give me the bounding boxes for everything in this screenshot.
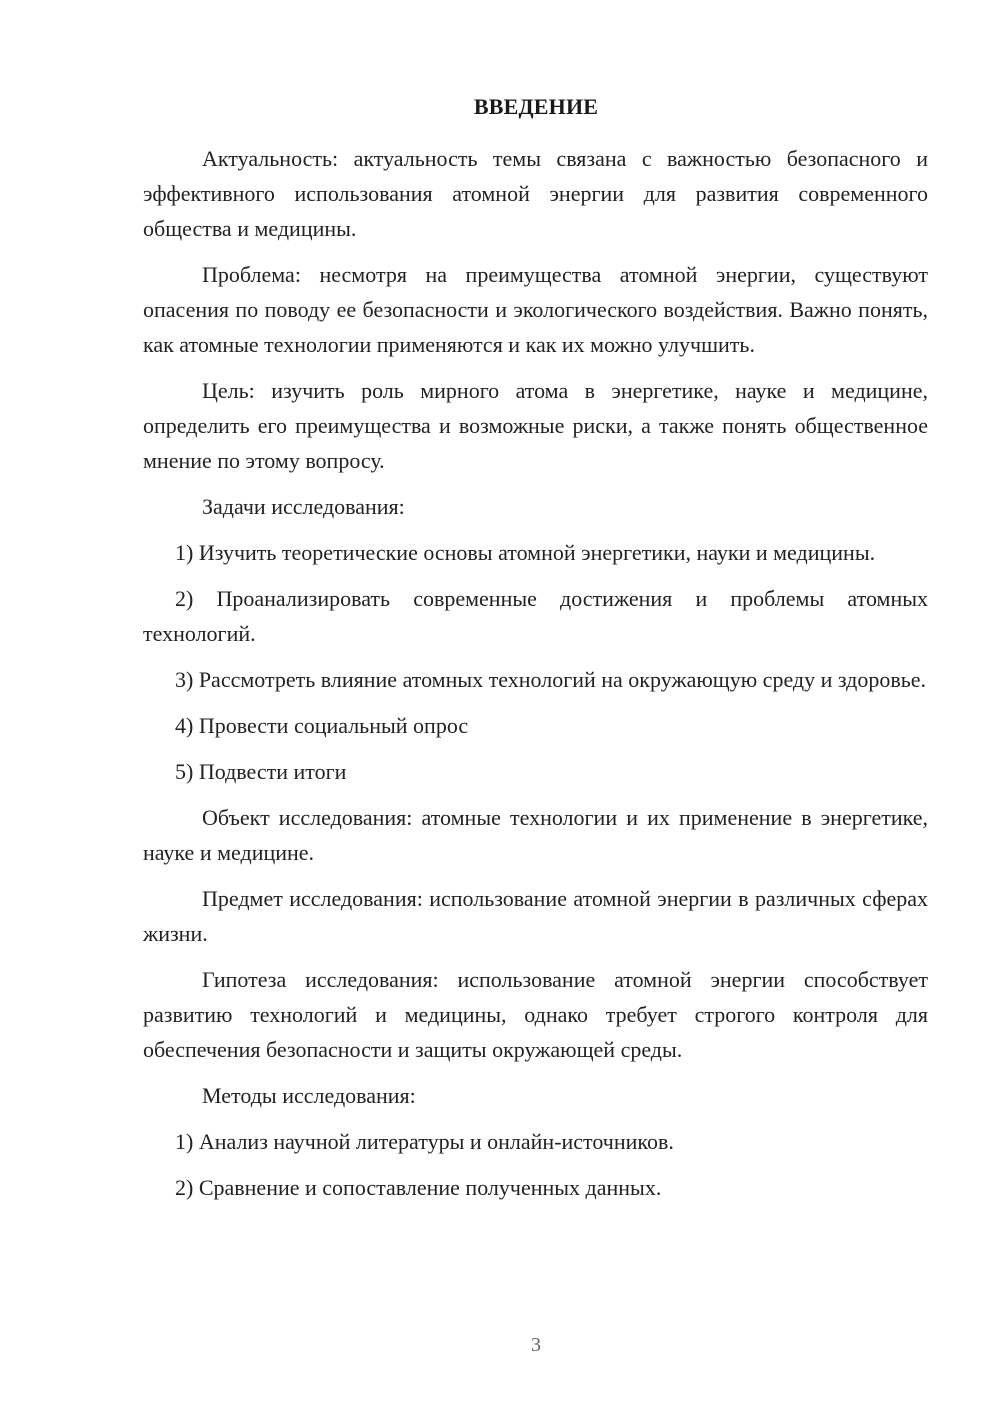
- method-item-2: 2) Сравнение и сопоставление полученных данных.: [175, 1175, 662, 1200]
- task-item-5: 5) Подвести итоги: [175, 759, 347, 784]
- paragraph-methods-heading: Методы исследования:: [202, 1083, 416, 1108]
- paragraph-hypothesis: Гипотеза исследования: использование атомной энергии способствует развитию технологий и медицины, однако требует строгого контроля для обеспечения безопасности и защиты окружающей среды.: [143, 967, 928, 1062]
- paragraph-goal: Цель: изучить роль мирного атома в энергетике, науке и медицине, определить его преимущества и возможные риски, а также понять общественное мнение по этому вопросу.: [143, 378, 928, 473]
- paragraph-tasks-heading: Задачи исследования:: [202, 494, 405, 519]
- paragraph-problem: Проблема: несмотря на преимущества атомной энергии, существуют опасения по поводу ее безопасности и экологического воздействия. Важно понять, как атомные технологии применяются и как их можно улучшить.: [143, 262, 928, 357]
- paragraph-relevance: Актуальность: актуальность темы связана с важностью безопасного и эффективного использования атомной энергии для развития современного общества и медицины.: [143, 146, 928, 241]
- section-title: ВВЕДЕНИЕ: [473, 94, 599, 119]
- task-item-4: 4) Провести социальный опрос: [175, 713, 469, 738]
- paragraph-subject: Предмет исследования: использование атомной энергии в различных сферах жизни.: [143, 886, 928, 946]
- method-item-1: 1) Анализ научной литературы и онлайн-источников.: [175, 1129, 674, 1154]
- document-body: [143, 141, 928, 1216]
- task-item-3: 3) Рассмотреть влияние атомных технологий на окружающую среду и здоровье.: [175, 667, 927, 692]
- page-number: 3: [531, 1334, 541, 1356]
- task-item-2: 2) Проанализировать современные достижения и проблемы атомных технологий.: [143, 586, 928, 646]
- paragraph-object: Объект исследования: атомные технологии и их применение в энергетике, науке и медицине.: [143, 805, 928, 865]
- task-item-1: 1) Изучить теоретические основы атомной энергетики, науки и медицины.: [175, 540, 876, 565]
